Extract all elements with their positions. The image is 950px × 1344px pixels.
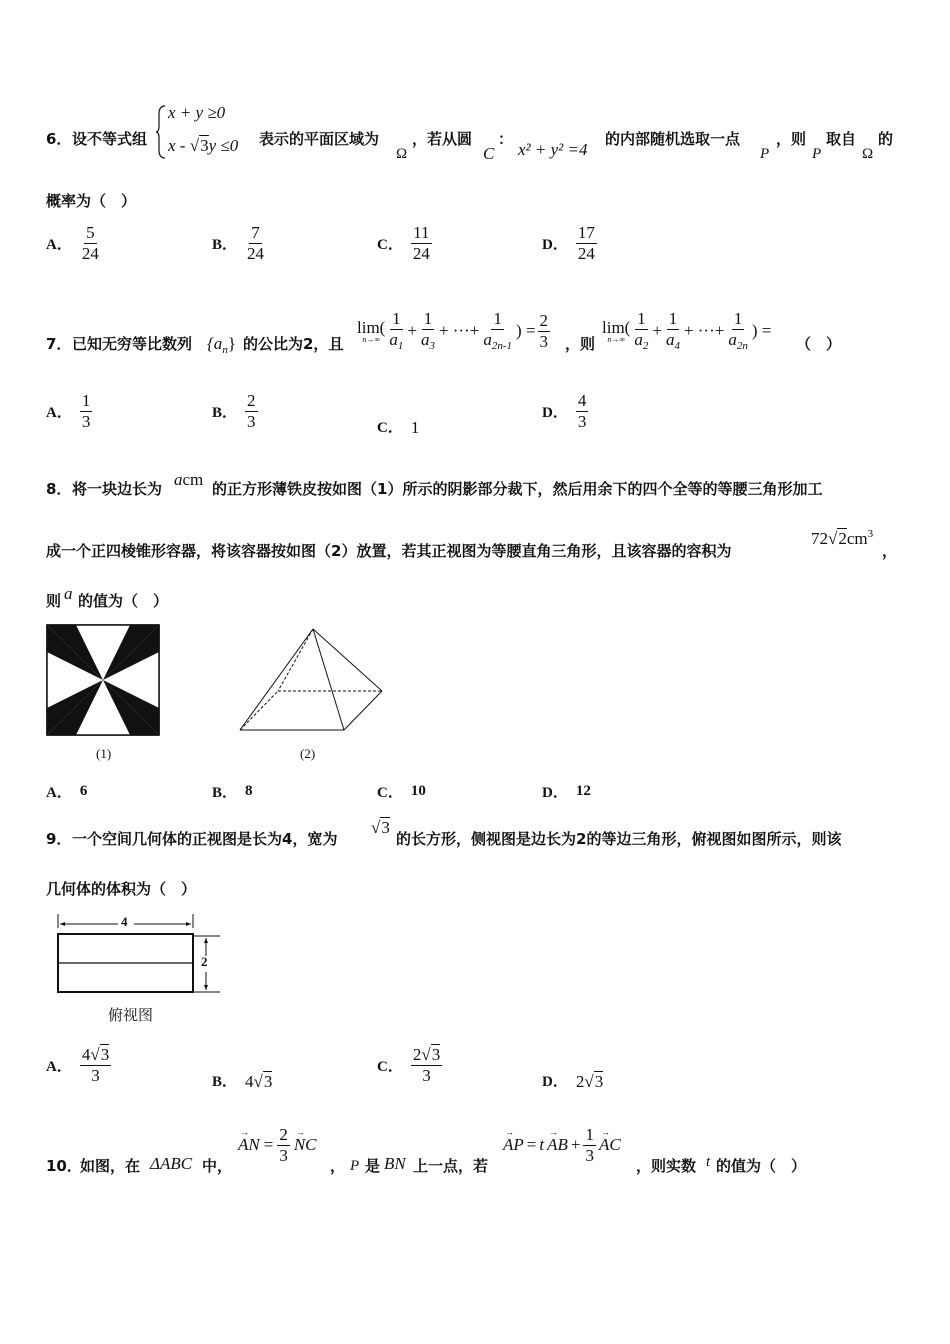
brace-icon — [155, 104, 167, 160]
vector-ap: → AP — [503, 1127, 524, 1155]
coef: 4 — [245, 1072, 254, 1091]
vol-sup: 3 — [867, 528, 874, 540]
q7-limit-expression-2 — [602, 310, 771, 352]
numerator: 11 — [413, 223, 430, 242]
denominator: a — [420, 329, 430, 349]
root: 3 — [594, 1072, 604, 1091]
vec-label: AB — [547, 1135, 568, 1155]
option-fraction — [245, 392, 258, 431]
q10-bn: BN — [384, 1154, 406, 1173]
vector-nc: → NC — [293, 1127, 317, 1155]
close-eq: ) = — [751, 321, 772, 341]
lim-block — [602, 319, 630, 344]
q8-line-3a: 则 — [46, 592, 62, 610]
option-label: B． — [212, 1073, 238, 1090]
numerator: 2 — [279, 1125, 288, 1144]
numerator: 2 — [539, 310, 549, 330]
option-label: D． — [542, 1073, 568, 1090]
denominator: 24 — [412, 243, 430, 263]
q7-option-c[interactable] — [377, 414, 419, 438]
q6-text-6: 取自 — [826, 130, 857, 148]
option-label: C． — [377, 236, 403, 253]
q6-point-p: P — [760, 146, 770, 162]
denominator: 3 — [91, 1065, 100, 1085]
option-label: D． — [542, 785, 568, 801]
option-fraction — [411, 224, 432, 263]
q6-circle-c: C — [483, 144, 495, 163]
q10-text-4: 上一点，若 — [413, 1157, 489, 1175]
vector-an: → AN — [238, 1127, 260, 1155]
frac-3 — [481, 310, 514, 352]
denominator-sub: 4 — [674, 339, 680, 352]
numerator: 17 — [577, 223, 595, 242]
pyramid-edge — [240, 629, 313, 730]
denominator: a — [634, 329, 643, 349]
q10-text-5: ，则实数 — [636, 1157, 697, 1175]
q9-figure-caption: 俯视图 — [108, 1006, 154, 1024]
lim-text: lim( — [602, 317, 631, 337]
numerator-coef: 4 — [81, 1045, 91, 1064]
frac-2 — [664, 310, 682, 352]
vol-coef: 72 — [811, 529, 828, 548]
option-fraction: $\frac{4√3}{3}$ — [81, 1045, 110, 1085]
denominator-sub: 2n — [736, 339, 748, 352]
lim-text: lim( — [357, 317, 386, 337]
q6-point-p-2: P — [812, 146, 822, 162]
q6-text-7: 的 — [878, 130, 894, 148]
denominator: 24 — [81, 243, 99, 263]
denominator-sub: 1 — [397, 339, 404, 352]
q7-option-b[interactable] — [212, 392, 258, 431]
q7-option-d[interactable] — [542, 392, 588, 431]
denominator: 3 — [81, 411, 91, 431]
q6-text-1: 设不等式组 — [72, 130, 148, 148]
numerator-root: 3 — [100, 1045, 110, 1064]
q7-limit-expression-1 — [357, 310, 550, 352]
q9-option-c[interactable] — [377, 1046, 442, 1085]
lim-block — [357, 319, 385, 344]
arrow-icon — [204, 985, 208, 990]
q8-var-a: a — [64, 584, 73, 603]
q7-number: 7． — [46, 335, 72, 353]
q8-line-3b: 的值为（ ） — [78, 592, 169, 610]
q7-paren: （ ） — [796, 335, 842, 353]
numerator: 1 — [392, 309, 401, 328]
denominator: 24 — [247, 243, 265, 263]
denominator: 3 — [247, 411, 256, 431]
option-label: B． — [212, 236, 238, 253]
equals: = — [263, 1135, 274, 1155]
denominator: 3 — [279, 1145, 288, 1165]
denominator: a — [389, 329, 398, 349]
q6-option-a[interactable] — [46, 224, 101, 263]
q9-width-label: 4 — [121, 914, 128, 929]
option-label: D． — [542, 236, 568, 253]
q8-volume: $72√2cm^3$ — [811, 528, 874, 548]
option-label: B． — [212, 404, 238, 421]
q7-sequence — [207, 334, 236, 356]
vector-ac: → AC — [598, 1127, 621, 1155]
q8-line-2: 成一个正四棱锥形容器，将该容器按如图（2）放置，若其正视图为等腰直角三角形，且该容器的容积为 — [46, 542, 732, 560]
option-value: 2√3 — [575, 1072, 604, 1091]
q6-ineq-2: x - √3y ≤0 — [168, 136, 239, 155]
numerator: 1 — [493, 309, 502, 328]
q8-figure-1 — [46, 624, 162, 738]
arrow-icon — [60, 922, 65, 926]
q6-option-c[interactable] — [377, 224, 432, 263]
var-t: t — [539, 1135, 545, 1155]
q8-figure-1-caption: (1) — [96, 746, 112, 761]
option-value: 4√3 — [245, 1072, 273, 1091]
base-hidden-edge — [240, 691, 278, 730]
q10-comma: ， — [330, 1157, 346, 1175]
option-label: C． — [377, 785, 403, 801]
q6-option-b[interactable] — [212, 224, 266, 263]
q8-a-cm — [174, 470, 203, 490]
numerator: 1 — [585, 1125, 594, 1144]
option-value: 10 — [410, 783, 426, 799]
q10-number: 10． — [46, 1157, 82, 1175]
plus: + — [652, 321, 662, 341]
option-fraction — [245, 224, 266, 263]
q6-omega-2: Ω — [862, 146, 874, 162]
option-label: A． — [46, 1058, 72, 1075]
frac-3 — [726, 310, 750, 352]
q8-option-d[interactable] — [542, 781, 591, 802]
q10-text-2: 中， — [202, 1157, 233, 1175]
q10-text-6: 的值为（ ） — [716, 1157, 807, 1175]
vector-ab: → AB — [547, 1127, 568, 1155]
denominator: 3 — [585, 1145, 594, 1165]
denominator: a — [728, 329, 737, 349]
numerator: 1 — [733, 309, 743, 328]
q9-line-2: 几何体的体积为（ ） — [46, 880, 197, 898]
q8-figure-2 — [236, 624, 386, 734]
q8-option-c[interactable] — [377, 781, 426, 802]
numerator-root: 3 — [431, 1045, 441, 1064]
q8-text-2: 的正方形薄铁皮按如图（1）所示的阴影部分裁下，然后用余下的四个全等的等腰三角形加工 — [212, 480, 823, 498]
denominator: a — [665, 329, 675, 349]
numerator: 1 — [81, 391, 91, 410]
q6-ineq-2-root: 3 — [200, 136, 209, 155]
root: 3 — [381, 818, 390, 837]
option-label: A． — [46, 236, 72, 253]
denominator: 3 — [422, 1065, 431, 1085]
q6-ineq-2-c: y ≤0 — [208, 136, 239, 155]
q10-var-t: t — [706, 1154, 711, 1170]
close-eq: ) = — [516, 321, 536, 341]
seq-open: {a — [207, 334, 223, 353]
frac — [277, 1126, 290, 1165]
option-value: 1 — [410, 418, 420, 437]
option-label: B． — [212, 785, 238, 801]
numerator: 2 — [247, 391, 256, 410]
denominator-sub: 2 — [642, 339, 649, 352]
option-value: 6 — [79, 783, 88, 799]
q8-figure-2-caption: (2) — [300, 746, 316, 761]
plus: + — [407, 321, 417, 341]
q6-ineq-1: x + y ≥0 — [168, 103, 226, 122]
frac — [583, 1126, 596, 1165]
q8-number: 8． — [46, 480, 72, 498]
option-fraction — [80, 224, 101, 263]
denominator: a — [483, 329, 492, 349]
arrow-icon — [186, 922, 191, 926]
q7-option-a[interactable] — [46, 392, 92, 431]
vol-root: 2 — [838, 529, 847, 548]
coef: 2 — [575, 1072, 585, 1091]
q6-text-3: ，若从圆 — [412, 130, 473, 148]
vec-label: NC — [293, 1135, 317, 1155]
q9-number: 9． — [46, 830, 72, 848]
vol-unit: cm — [846, 529, 868, 548]
option-fraction — [576, 392, 589, 431]
q6-option-d[interactable] — [542, 224, 597, 263]
equals: = — [526, 1135, 537, 1155]
q6-text-2: 表示的平面区域为 — [259, 130, 380, 148]
pyramid-hidden-edge — [278, 629, 313, 691]
q8-option-a[interactable] — [46, 781, 87, 802]
denominator: 3 — [577, 411, 587, 431]
q10-vector-eq-1 — [238, 1126, 317, 1165]
q10-point-p: P — [350, 1158, 360, 1174]
frac-result — [538, 312, 551, 351]
pyramid-edge — [313, 629, 344, 730]
dots: + ···+ — [683, 321, 725, 341]
frac-1 — [632, 310, 650, 352]
q9-text-2: 的长方形，侧视图是边长为2的等边三角形，俯视图如图所示，则该 — [396, 830, 842, 848]
seq-sub: n — [222, 344, 228, 356]
numerator: 5 — [86, 223, 95, 242]
denominator: 24 — [577, 243, 595, 263]
q10-triangle: ΔABC — [150, 1154, 193, 1173]
q9-option-d[interactable] — [542, 1068, 603, 1092]
option-label: A． — [46, 404, 72, 421]
q6-circle-equation: x² + y² =4 — [518, 140, 588, 159]
numerator-coef: 2 — [412, 1045, 422, 1064]
denominator: 3 — [539, 331, 549, 351]
option-value: 12 — [575, 783, 591, 799]
q10-vector-eq-2 — [503, 1126, 621, 1165]
frac-2 — [419, 310, 437, 352]
lim-sub: n→∞ — [607, 334, 626, 344]
q9-option-b[interactable] — [212, 1068, 272, 1092]
numerator: 1 — [423, 309, 433, 328]
q6-number: 6． — [46, 130, 72, 148]
q9-text-1: 一个空间几何体的正视图是长为4，宽为 — [72, 830, 338, 848]
q8-comma: ， — [882, 542, 898, 560]
unit-cm: cm — [182, 470, 204, 489]
dots: + ···+ — [438, 321, 480, 341]
lim-sub: n→∞ — [362, 334, 381, 344]
numerator: 1 — [668, 309, 678, 328]
q6-text-5: ，则 — [776, 130, 807, 148]
q6-inequality-system — [155, 104, 167, 164]
option-fraction — [576, 224, 597, 263]
option-fraction — [80, 392, 93, 431]
q6-line-2: 概率为（ ） — [46, 192, 137, 210]
q8-option-b[interactable] — [212, 781, 253, 802]
seq-close: } — [227, 334, 236, 353]
frac-1 — [387, 310, 405, 352]
q9-option-a[interactable] — [46, 1046, 111, 1085]
pyramid-edge — [313, 629, 382, 691]
q9-height-label: 2 — [201, 954, 208, 969]
var-a: a — [174, 470, 183, 489]
q7-text-2: 的公比为2，且 — [243, 335, 344, 353]
q7-text-3: ，则 — [565, 335, 596, 353]
q6-ineq-2-a: x - — [168, 136, 190, 155]
option-fraction: $\frac{2√3}{3}$ — [412, 1045, 441, 1085]
option-label: C． — [377, 419, 403, 436]
q10-text-1: 如图，在 — [80, 1157, 141, 1175]
vec-label: AP — [503, 1135, 524, 1155]
option-label: C． — [377, 1058, 403, 1075]
option-label: D． — [542, 404, 568, 421]
q8-text-1: 将一块边长为 — [72, 480, 163, 498]
numerator: 4 — [577, 391, 587, 410]
q6-colon: ： — [498, 130, 514, 148]
denominator-sub: 2n-1 — [491, 339, 513, 352]
q6-text-4: 的内部随机选取一点 — [605, 130, 741, 148]
option-value: 8 — [245, 783, 253, 799]
vec-label: AC — [598, 1135, 621, 1155]
q6-omega: Ω — [396, 146, 408, 162]
root: 3 — [263, 1072, 273, 1091]
q10-text-3: 是 — [365, 1157, 381, 1175]
denominator-sub: 3 — [429, 339, 435, 352]
plus: + — [570, 1135, 581, 1155]
arrow-icon — [204, 938, 208, 943]
base-edge — [344, 691, 382, 730]
q9-sqrt3: √3 — [371, 818, 390, 837]
vec-label: AN — [238, 1135, 260, 1155]
q7-text-1: 已知无穷等比数列 — [72, 335, 193, 353]
option-label: A． — [46, 785, 72, 801]
numerator: 7 — [251, 223, 260, 242]
numerator: 1 — [637, 309, 646, 328]
